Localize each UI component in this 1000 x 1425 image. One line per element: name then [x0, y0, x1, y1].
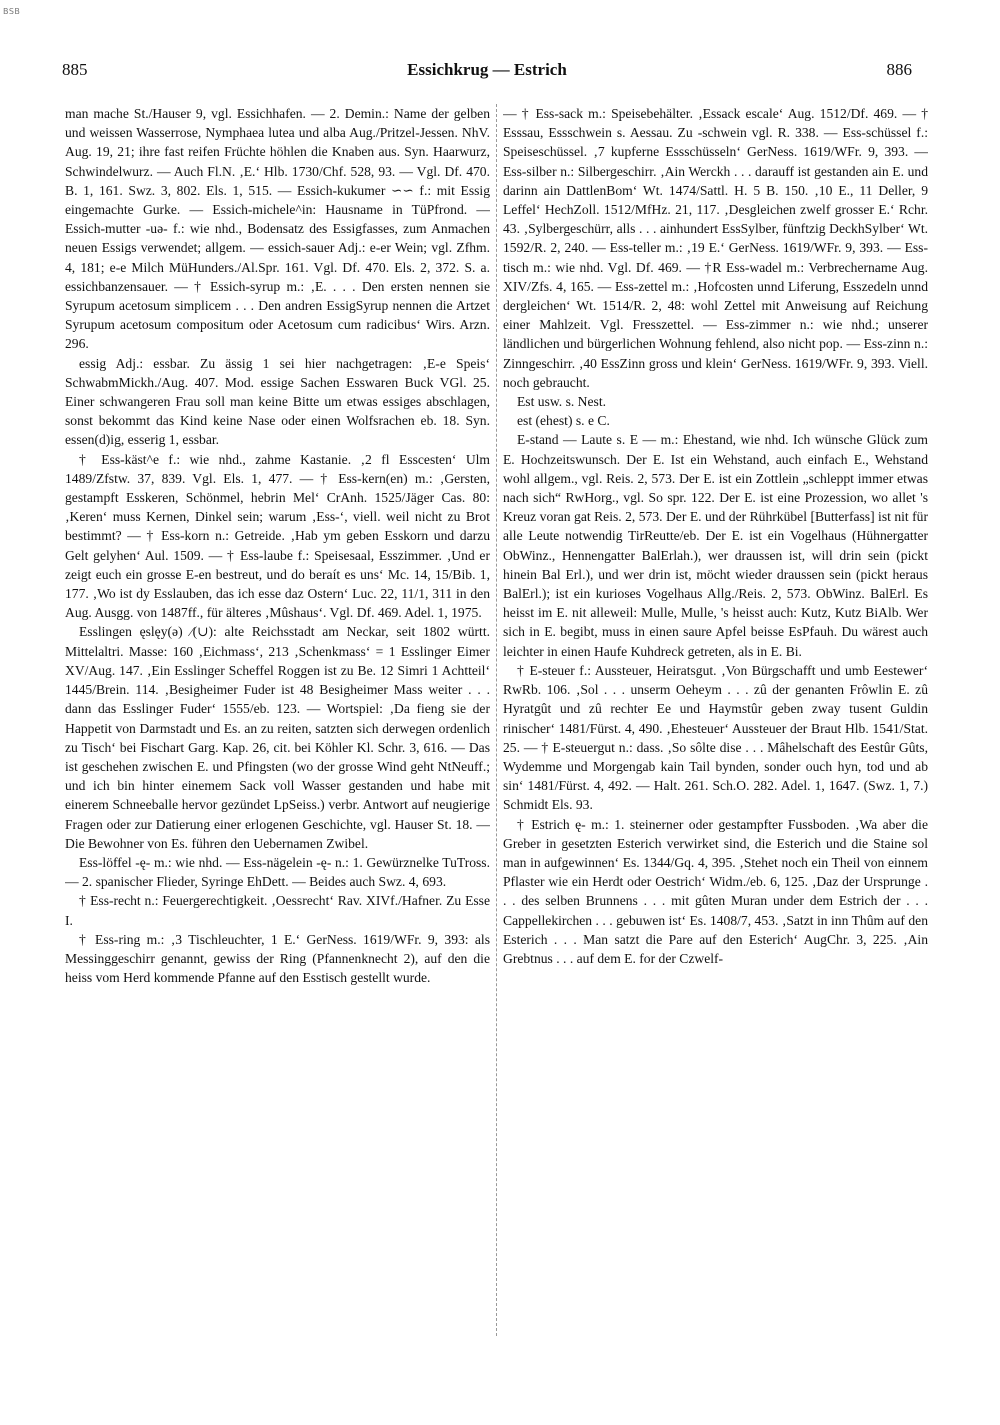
entry-essig: essig Adj.: essbar. Zu ässig 1 sei hier nachgetragen: ‚E-e Speis‘ SchwabmMickh./Aug. 407. Mod. essige Sachen Esswaren Buck VGl. 25. Einer schwangeren Frau soll man keine Bitte um etwas essiges abschlagen, sonst bekommt das Kind keine Nase oder einen Wolfsrachen eb. 18. Syn. essen(d)ig, esserig 1, essbar. [65, 355, 490, 448]
entry-ess-loeffel: Ess-löffel -ę- m.: wie nhd. — Ess-nägelein -ę- n.: 1. Gewürznelke TuTross. — 2. spanischer Flieder, Syringe EhDett. — Beides auch Swz. 4, 693. [65, 854, 490, 890]
entry-essich-continued: man mache St./Hauser 9, vgl. Essichhafen. — 2. Demin.: Name der gelben und weissen Wasserrose, Nymphaea lutea und alba Aug./Pritzel-Jessen. NhV. Aug. 19, 21; ihre fast reifen Früchte höhlen die Knaben aus. Syn. Haarwurz, Schwindelwurz. — Auch Fl.N. ‚E.‘ Hlb. 1730/Chf. 528, 93. — Vgl. Df. 470. B. 1, 161. Swz. 3, 802. Els. 1, 515. — Essich-kukumer ∽∽ f.: mit Essig eingemachte Gurke. — Essich-michele^in: Hausname in TüPfrond. — Essich-mutter -uə- f.: wie nhd., Bodensatz des Essigfasses, zum Anmachen neuen Essigs verwendet; allgem. — essich-sauer Adj.: e-er Wein; vgl. Zfhm. 4, 181; e-e Milch MüHunders./Al.Spr. 161. Vgl. Df. 470. Els. 2, 372. S. a. essichbanzensauer. — † Essich-syrup m.: ‚E. . . . Den ersten nennen sie Syrupum acetosum simplicem . . . Den andren EssigSyrup nennen die Artzet Syrupum acetosum compositum oder Acetosum cum radicibus‘ Wirs. Arzn. 296. [65, 106, 490, 352]
entry-ess-recht: † Ess-recht n.: Feuergerechtigkeit. ‚Oessrecht‘ Rav. XIVf./Hafner. Zu Esse I. [65, 893, 490, 928]
left-column [65, 104, 490, 1336]
entry-ess-ring: † Ess-ring m.: ‚3 Tischleuchter, 1 E.‘ GerNess. 1619/WFr. 9, 393: als Messinggeschirr genannt, gewiss der Ring (Pfannenknecht 2), auf den die heiss vom Herd kommende Pfanne auf den Esstisch gestellt wurde. [65, 931, 490, 986]
entry-est-ehest: est (ehest) s. e C. [517, 413, 610, 429]
library-stamp: BSB [3, 7, 21, 16]
entry-ess-kaeste: † Ess-käst^e f.: wie nhd., zahme Kastanie. ‚2 fl Esscesten‘ Ulm 1489/Zfstw. 37, 839. Vgl. Els. 1, 477. — † Ess-kern(en) m.: ‚Gersten, gestampft Esskeren, Schönmel, hebrin Mel‘ CrAnh. 1525/Jäger Cas. 80: ‚Keren‘ muss Kernen, Dinkel sein; warum ‚Ess-‘, viell. weil nicht zu Brot bestimmt? — † Ess-korn n.: Getreide. ‚Hab ym geben Esskorn und darzu Gelt gelyhen‘ Aul. 1509. — † Ess-laube f.: Speisesaal, Esszimmer. ‚Und er zeigt euch ein grosse E-en bestreut, und do beraít es uns‘ Mc. 14, 15/Bib. 1, 177. ‚Wo ist dy Esslauben, das ich esse daz Ostern‘ Luc. 22, 11/1, 311 in den Aug. Ausgg. von 1487ff., für älteres ‚Mûshaus‘. Vgl. Df. 469. Adel. 1, 1975. [65, 451, 490, 621]
page-header [62, 60, 912, 86]
running-title: Essichkrug — Estrich [407, 60, 567, 79]
entry-esslingen: Esslingen ęslęy(ə) ∕(∪): alte Reichsstadt am Neckar, seit 1802 württ. Mittelaltri. Masse: 160 ‚Eichmass‘, 213 ‚Schenkmass‘ = 1 Esslinger Eimer XV/Aug. 147. ‚Ein Esslinger Scheffel Roggen ist zu Be. 12 Simri 1 Achtteil‘ 1445/Brein. 114. ‚Besigheimer Fuder ist 48 Besigheimer Mass weiter . . . dann das Esslinger Fuder‘ 1555/eb. 123. — Wortspiel: ‚Da fieng sie der Happetit von Darmstadt und Es. an zu reiten, satzten sich derwegen ordenlich zu Tisch‘ bei Fischart Garg. Kap. 26, cit. bei Köhler Kl. Schr. 3, 616. — Das ist geschehen zwischen E. und Pfingsten (wo der grosse Wind geht NtNeuff.; und ich bin hinter einemem Sack voll Wasser gestanden und habe mit einerem Schneeballe hervor gezündet LpSeiss.) verbr. Antwort auf neugierige Fragen oder zur Datierung einer erlogenen Geschichte, vgl. Hauser St. 18. — Die Bewohner von Es. führen den Uebernamen Zwibel. [65, 624, 490, 851]
right-page-number: 886 [886, 60, 912, 79]
entry-ess-sack: — † Ess-sack m.: Speisebehälter. ‚Essack escale‘ Aug. 1512/Df. 469. — † Esssau, Essschwein s. Aessau. Zu -schwein vgl. R. 338. — Ess-schüssel f.: Speiseschüssel. ‚7 kupferne Essschüsseln‘ GerNess. 1619/WFr. 9, 393. — Ess-silber n.: Silbergeschirr. ‚Ain Werckh . . . darauff ist gestanden ain E. und darinn ain DattlenBom‘ Wt. 1474/Sattl. H. 5 B. 150. ‚10 E., 11 Deller, 9 Leffel‘ HechZoll. 1512/MfHz. 21, 117. ‚Desgleichen zwelf grosser E.‘ Rchr. 43. ‚Sylbergeschürr, alls . . . ainhundert EssSylber, fünftzig DeckhSylber‘ Wt. 1592/R. 2, 240. — Ess-teller m.: ‚19 E.‘ GerNess. 1619/WFr. 9, 393. — Ess-tisch m.: wie nhd. Vgl. Df. 469. — †R Ess-wadel m.: Verbrechername Aug. XIV/Zfs. 4, 165. — Ess-zettel m.: ‚Hofcosten unnd Liferung, Esszedeln unnd dergleichen‘ Wt. 1514/R. 2, 48: wohl Zettel mit Anweisung auf Reichung einer Mahlzeit. Vgl. Fresszettel. — Ess-zimmer n.: wie nhd.; unserer ländlichen und bürgerlichen Wohnung fehlend, also nicht pop. — Ess-zinn n.: Zinngeschirr. ‚40 EssZinn gross und klein‘ GerNess. 1619/WFr. 9, 393. Viell. noch gebraucht. [503, 106, 928, 390]
right-column [503, 104, 928, 1336]
entry-est: Est usw. s. Nest. [517, 394, 606, 410]
left-page-number: 885 [62, 60, 88, 79]
entry-estrich: † Estrich ę- m.: 1. steinerner oder gestampfter Fussboden. ‚Wa aber die Greber in gesetzten Esterich verwirket sind, die Esterich und die Staine sol man in aufgewinnen‘ Es. 1344/Gq. 4, 395. ‚Stehet noch ein Theil von einnem Pflaster wie ein Herdt oder Oestrich‘ Widm./eb. 6, 125. ‚Daz der Ursprunge . . . des selben Brunnens . . . mit gûten Muran under dem Estrich der . . . Cappellekirchen . . . gebuwen ist‘ Es. 1408/7, 453. ‚Satzt in inn Thûm auf den Esterich . . . Man satzt die Pare auf den Esterich‘ AugChr. 3, 225. ‚Ain Grebtnus . . . auf dem E. for der Czwelf- [503, 816, 928, 966]
entry-e-stand: E-stand — Laute s. E — m.: Ehestand, wie nhd. Ich wünsche Glück zum E. Hochzeitswunsch. Der E. Ist ein Wehstand, auch einfach E., Wehstand wohl allgem., vgl. Reis. 2, 573. Der E. ist ein Zottlein „schleppt immer etwas nach sich“ RwHorg., vgl. So spr. 122. Der E. ist eine Prozession, wo allet 's Kreuz voran gat Reis. 2, 573. Der E. und der Rührkübel [Butterfass] ist nit für alle Leute notwendig TirReutte/eb. Der E. ist ein Vogelhaus (Hühnergatter ObWinz., Hennengatter BalErlah.), wer draussen ist, will drin sein (pickt hinein Bal Erl.), und wer drin ist, möcht wieder draussen sein (pickt heraus BalErl.); ist ein kurioses Vogelhaus Allg./Reis. 2, 573. ObWinz. BalErl. Es heisst im E. nit alleweil: Mulle, Mulle, 's heisst auch: Kutz, Kutz BiAlb. Wer sich in E. begibt, muss in einen saure Apfel beisse EsPfauh. Du wärest auch leichter in einen Haufe Kuhdreck getreten, als in E. Bi. [503, 432, 928, 659]
column-divider [496, 104, 497, 1336]
entry-e-steuer: † E-steuer f.: Aussteuer, Heiratsgut. ‚Von Bürgschafft und umb Eestewer‘ RwRb. 106. ‚Sol . . . unserm Oeheym . . . zû der genanten Frôwlin E. zû Hyratgût und zû rechter Ee und Haymstûr geben zway tusent Guldin rinischer‘ 1481/Fürst. 4, 490. ‚Ehesteuer‘ Aussteuer der Braut Hlb. 1541/Stat. 25. — † E-steuergut n.: dass. ‚So sôlte dise . . . Mâhelschaft des Eestûr Gûts, Wydemme und Morgengab kain Tail bynden, sonder ouch hyn, tod und ab sin‘ 1481/Fürst. 4, 492. — Halt. 261. Sch.O. 282. Adel. 1, 1647. (Swz. 1, 7.) Schmidt Els. 93. [503, 662, 928, 813]
